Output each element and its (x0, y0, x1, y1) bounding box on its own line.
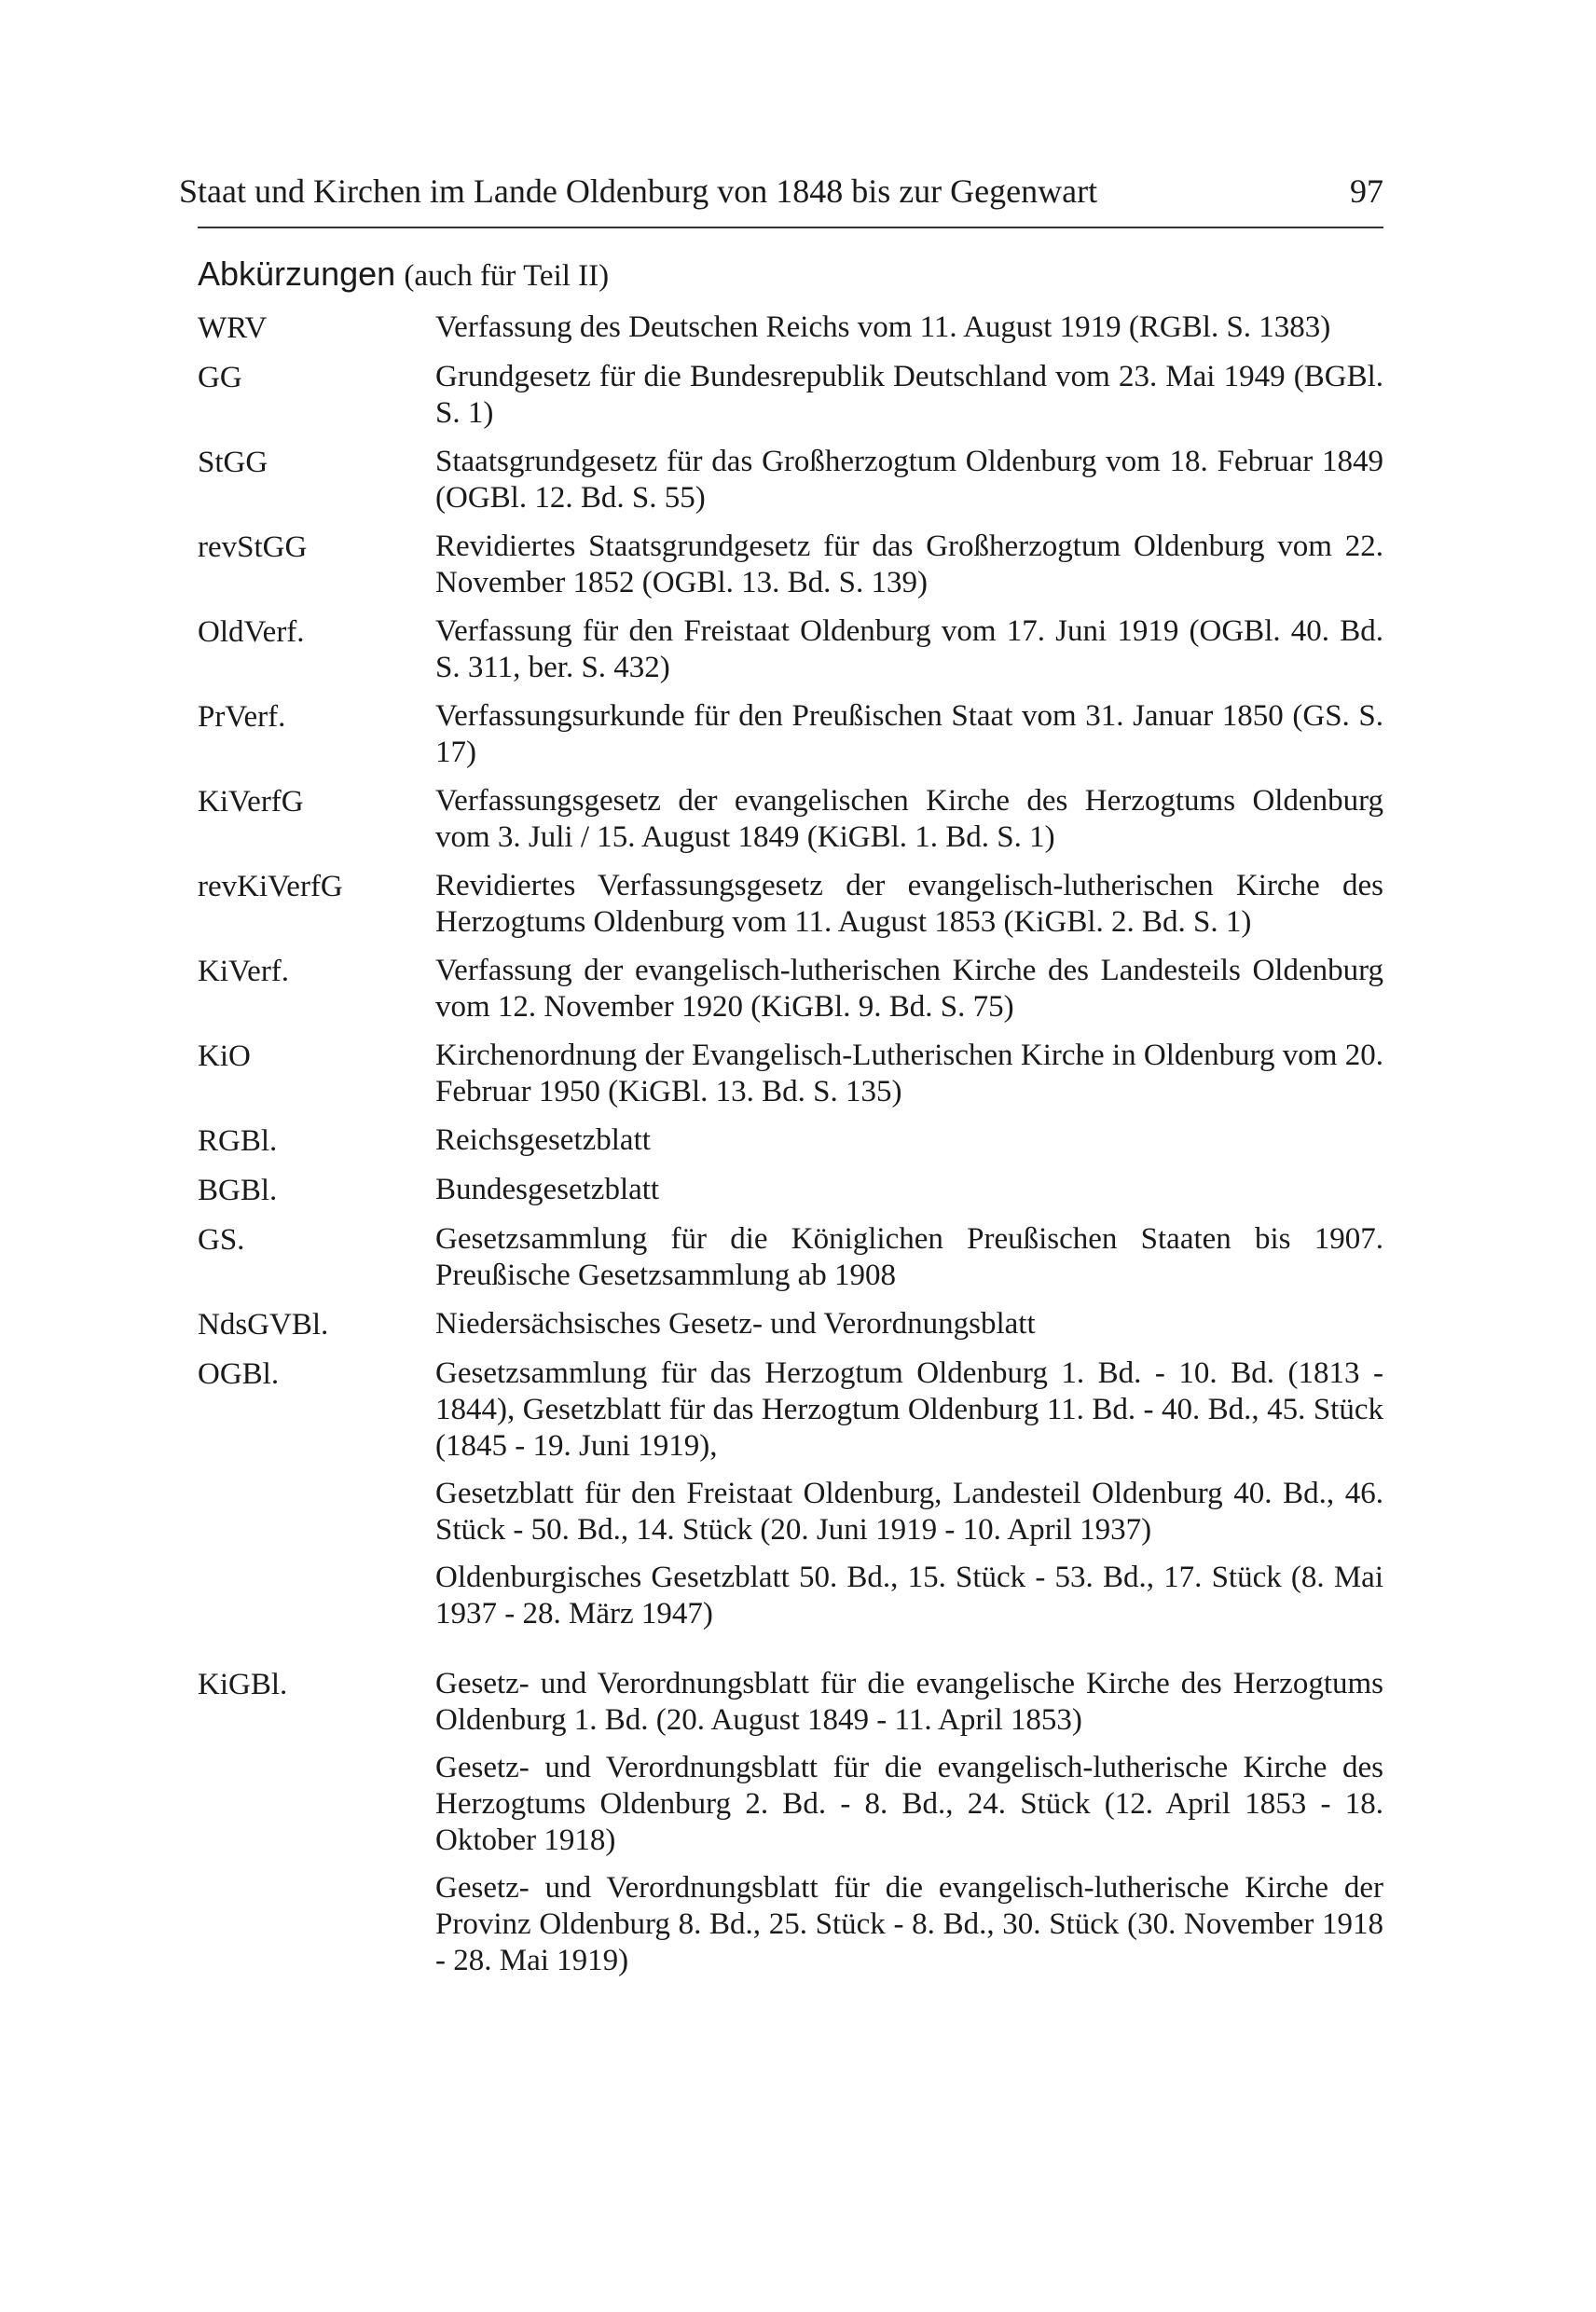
abbreviation-term: revStGG (198, 530, 308, 564)
abbreviation-entry (198, 359, 1383, 432)
abbreviation-term: KiO (198, 1039, 251, 1073)
abbreviation-definitions (435, 783, 1383, 856)
abbreviation-definition: Oldenburgisches Gesetzblatt 50. Bd., 15. Stück - 53. Bd., 17. Stück (8. Mai 1937 - 28. März 1947) (435, 1561, 1383, 1631)
abbreviation-entry (198, 444, 1383, 516)
abbreviation-definitions (435, 359, 1383, 432)
abbreviation-entry (198, 1172, 1383, 1209)
abbreviation-entry (198, 1666, 1383, 1979)
abbreviation-entry (198, 698, 1383, 771)
abbreviation-entry (198, 1122, 1383, 1160)
abbreviation-definition: Staatsgrundgesetz für das Großherzogtum Oldenburg vom 18. Februar 1849 (OGBl. 12. Bd. S. 55) (435, 445, 1383, 515)
abbreviation-entry (198, 783, 1383, 856)
abbreviation-definition: Verfassung der evangelisch-lutherischen Kirche des Landesteils Oldenburg vom 12. November 1920 (KiGBl. 9. Bd. S. 75) (435, 954, 1383, 1024)
abbreviation-definition: Kirchenordnung der Evangelisch-Lutherischen Kirche in Oldenburg vom 20. Februar 1950 (KiGBl. 13. Bd. S. 135) (435, 1039, 1383, 1108)
abbreviation-definition: Gesetzsammlung für die Königlichen Preußischen Staaten bis 1907. Preußische Gesetzsammlung ab 1908 (435, 1222, 1383, 1292)
abbreviation-definitions (435, 310, 1383, 346)
abbreviation-term: KiGBl. (198, 1668, 288, 1701)
header-rule (198, 227, 1383, 228)
heading-title: Abkürzungen (198, 255, 396, 293)
abbreviation-term: WRV (198, 311, 268, 345)
abbreviation-entry (198, 953, 1383, 1025)
abbreviation-definition: Gesetzsammlung für das Herzogtum Oldenburg 1. Bd. - 10. Bd. (1813 - 1844), Gesetzblatt für das Herzogtum Oldenburg 11. Bd. - 40. Bd., 45. Stück (1845 - 19. Juni 1919), (435, 1356, 1383, 1463)
abbreviation-term: GS. (198, 1223, 245, 1257)
abbreviation-definition: Verfassungsgesetz der evangelischen Kirche des Herzogtums Oldenburg vom 3. Juli / 15. August 1849 (KiGBl. 1. Bd. S. 1) (435, 784, 1383, 854)
abbreviation-entry (198, 1038, 1383, 1110)
abbreviation-term: revKiVerfG (198, 870, 343, 903)
abbreviation-term: BGBl. (198, 1174, 278, 1207)
abbreviation-definitions (435, 613, 1383, 686)
abbreviation-term: PrVerf. (198, 700, 286, 734)
abbreviation-entry (198, 1356, 1383, 1632)
abbreviation-definition: Gesetzblatt für den Freistaat Oldenburg, Landesteil Oldenburg 40. Bd., 46. Stück - 50. Bd., 14. Stück (20. Juni 1919 - 10. April 1937) (435, 1477, 1383, 1547)
page-number: 97 (1350, 172, 1383, 210)
abbreviation-term: OGBl. (198, 1357, 280, 1391)
abbreviation-term: KiVerf. (198, 955, 290, 988)
abbreviation-definition: Bundesgesetzblatt (435, 1173, 660, 1206)
abbreviation-definitions (435, 1221, 1383, 1294)
abbreviation-definition: Revidiertes Staatsgrundgesetz für das Großherzogtum Oldenburg vom 22. November 1852 (OGBl. 13. Bd. S. 139) (435, 530, 1383, 599)
abbreviation-definition: Verfassungsurkunde für den Preußischen Staat vom 31. Januar 1850 (GS. S. 17) (435, 699, 1383, 769)
abbreviation-term: RGBl. (198, 1124, 278, 1158)
abbreviation-definition: Reichsgesetzblatt (435, 1123, 651, 1157)
abbreviation-term: OldVerf. (198, 615, 305, 649)
abbreviation-definitions (435, 529, 1383, 601)
abbreviation-definition: Revidiertes Verfassungsgesetz der evangelisch-lutherischen Kirche des Herzogtums Oldenburg vom 11. August 1853 (KiGBl. 2. Bd. S. 1) (435, 869, 1383, 939)
abbreviation-definitions (435, 444, 1383, 516)
abbreviation-definition: Verfassung des Deutschen Reichs vom 11. August 1919 (RGBl. S. 1383) (435, 310, 1331, 344)
abbreviation-definitions (435, 1356, 1383, 1632)
abbreviation-definitions (435, 1306, 1383, 1342)
abbreviation-entry (198, 1306, 1383, 1343)
abbreviation-term: StGG (198, 446, 268, 479)
abbreviation-definition: Gesetz- und Verordnungsblatt für die evangelisch-lutherische Kirche der Provinz Oldenburg 8. Bd., 25. Stück - 8. Bd., 30. Stück (30. November 1918 - 28. Mai 1919) (435, 1871, 1383, 1977)
abbreviation-entry (198, 613, 1383, 686)
abbreviation-term: GG (198, 361, 242, 394)
running-title: Staat und Kirchen im Lande Oldenburg von 1848 bis zur Gegenwart (179, 172, 1098, 210)
abbreviation-definition: Grundgesetz für die Bundesrepublik Deutschland vom 23. Mai 1949 (BGBl. S. 1) (435, 360, 1383, 430)
abbreviation-definitions (435, 1122, 1383, 1159)
abbreviation-definition: Gesetz- und Verordnungsblatt für die evangelische Kirche des Herzogtums Oldenburg 1. Bd. (20. August 1849 - 11. April 1853) (435, 1667, 1383, 1737)
abbreviation-definition: Niedersächsisches Gesetz- und Verordnungsblatt (435, 1307, 1036, 1341)
abbreviation-definitions (435, 1666, 1383, 1979)
abbreviation-term: KiVerfG (198, 785, 304, 819)
abbreviation-definitions (435, 1172, 1383, 1208)
abbreviation-entry (198, 868, 1383, 941)
heading-subtitle: (auch für Teil II) (404, 259, 610, 293)
abbreviation-definitions (435, 1038, 1383, 1110)
section-heading (198, 252, 609, 298)
abbreviation-definitions (435, 698, 1383, 771)
abbreviation-definitions (435, 868, 1383, 941)
abbreviation-definition: Verfassung für den Freistaat Oldenburg vom 17. Juni 1919 (OGBl. 40. Bd. S. 311, ber. S. 432) (435, 614, 1383, 684)
abbreviation-list (198, 310, 1383, 1991)
abbreviation-entry (198, 1221, 1383, 1294)
abbreviation-definitions (435, 953, 1383, 1025)
abbreviation-entry (198, 310, 1383, 347)
abbreviation-definition: Gesetz- und Verordnungsblatt für die evangelisch-lutherische Kirche des Herzogtums Oldenburg 2. Bd. - 8. Bd., 24. Stück (12. April 1853 - 18. Oktober 1918) (435, 1751, 1383, 1857)
running-header (179, 171, 1383, 212)
abbreviation-term: NdsGVBl. (198, 1308, 329, 1342)
abbreviation-entry (198, 529, 1383, 601)
